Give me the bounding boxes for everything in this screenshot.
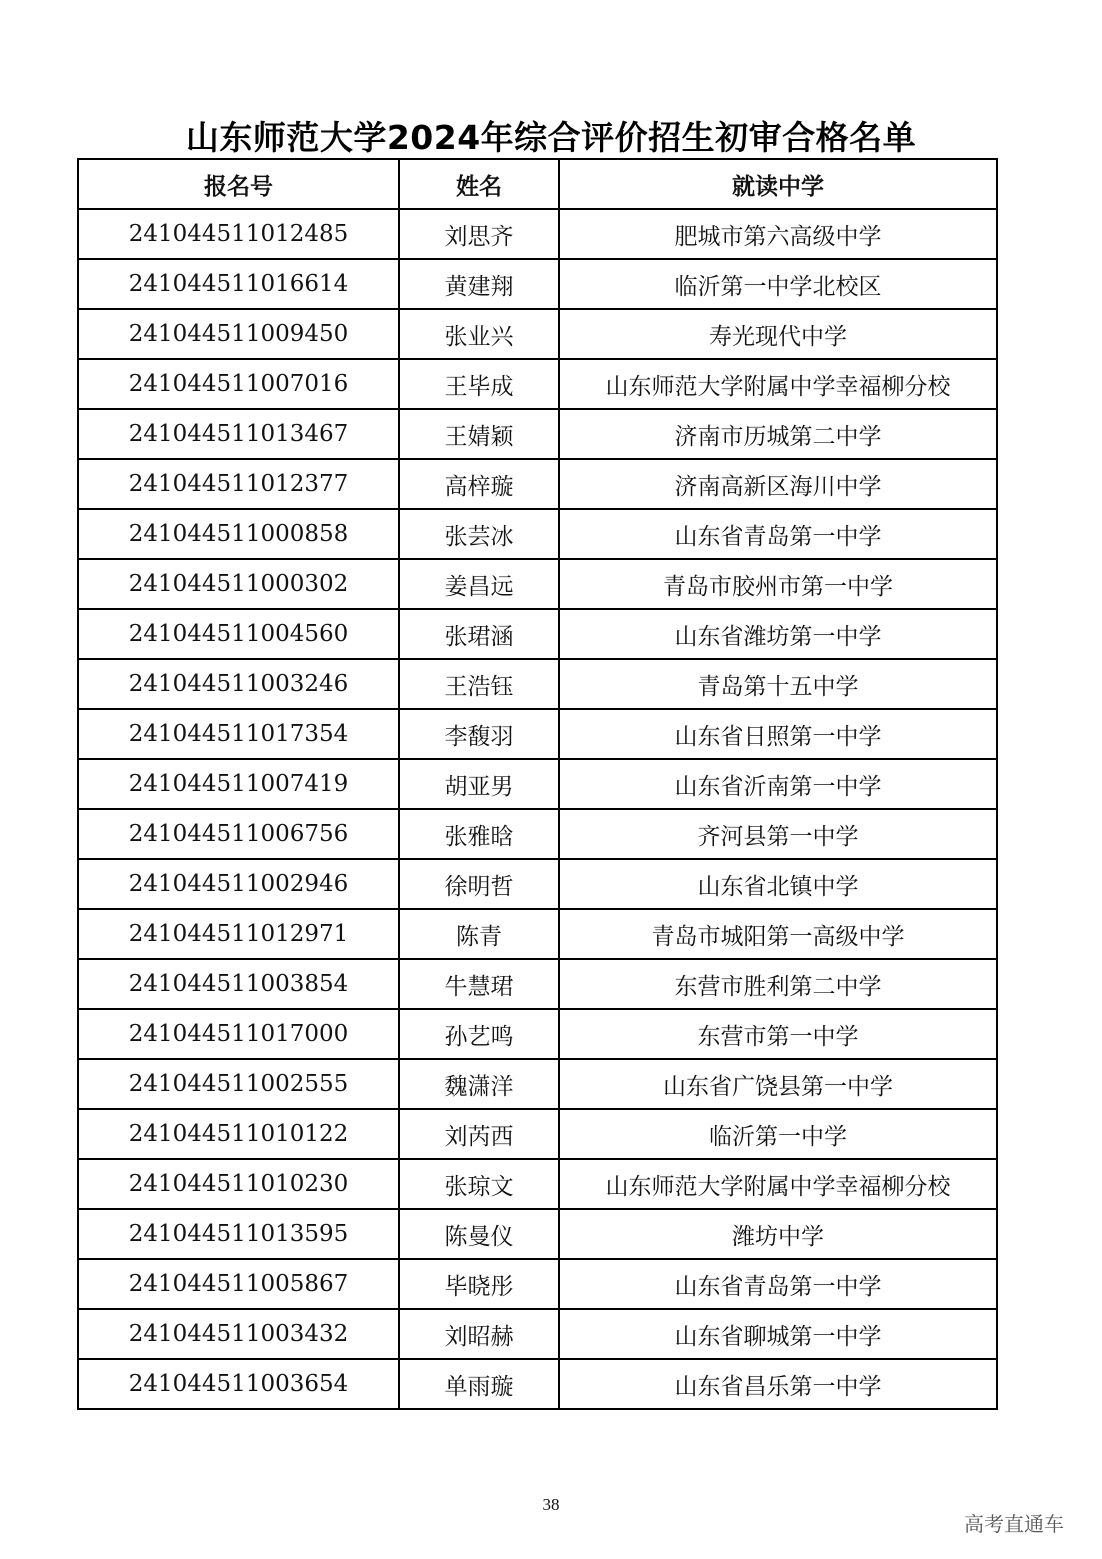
registration-number-cell: 241044511016614 [78,259,399,309]
registration-number-cell: 241044511012971 [78,909,399,959]
school-cell: 山东省青岛第一中学 [559,1259,997,1309]
student-name-cell: 魏潇洋 [399,1059,559,1109]
student-name-cell: 姜昌远 [399,559,559,609]
table-row [78,1359,997,1409]
registration-number-cell: 241044511010230 [78,1159,399,1209]
table-row [78,459,997,509]
document-title: 山东师范大学2024年综合评价招生初审合格名单 [185,118,917,157]
student-name-cell: 张业兴 [399,309,559,359]
registration-number-cell: 241044511013595 [78,1209,399,1259]
registration-number-cell: 241044511005867 [78,1259,399,1309]
table-row [78,309,997,359]
school-cell: 山东师范大学附属中学幸福柳分校 [559,1159,997,1209]
student-name-cell: 张雅晗 [399,809,559,859]
table-row [78,1309,997,1359]
school-cell: 济南市历城第二中学 [559,409,997,459]
table-row [78,859,997,909]
table-row [78,1159,997,1209]
student-name-cell: 徐明哲 [399,859,559,909]
registration-number-cell: 241044511013467 [78,409,399,459]
school-cell: 山东省青岛第一中学 [559,509,997,559]
student-name-cell: 王浩钰 [399,659,559,709]
student-name-cell: 孙艺鸣 [399,1009,559,1059]
table-row [78,1259,997,1309]
registration-number-cell: 241044511000302 [78,559,399,609]
school-cell: 青岛市城阳第一高级中学 [559,909,997,959]
registration-number-cell: 241044511003854 [78,959,399,1009]
table-row [78,609,997,659]
table-row [78,1059,997,1109]
registration-number-cell: 241044511007016 [78,359,399,409]
registration-number-cell: 241044511007419 [78,759,399,809]
header-school: 就读中学 [559,159,997,209]
table-body [78,209,997,1409]
table-row [78,709,997,759]
table-row [78,359,997,409]
student-name-cell: 李馥羽 [399,709,559,759]
student-name-cell: 刘思齐 [399,209,559,259]
registration-number-cell: 241044511004560 [78,609,399,659]
school-cell: 山东省日照第一中学 [559,709,997,759]
school-cell: 山东省潍坊第一中学 [559,609,997,659]
student-name-cell: 王毕成 [399,359,559,409]
registration-number-cell: 241044511002555 [78,1059,399,1109]
table-row [78,659,997,709]
school-cell: 东营市第一中学 [559,1009,997,1059]
table-row [78,959,997,1009]
school-cell: 东营市胜利第二中学 [559,959,997,1009]
registration-number-cell: 241044511010122 [78,1109,399,1159]
school-cell: 临沂第一中学 [559,1109,997,1159]
student-name-cell: 毕晓彤 [399,1259,559,1309]
student-name-cell: 陈青 [399,909,559,959]
registration-number-cell: 241044511017000 [78,1009,399,1059]
student-name-cell: 刘芮西 [399,1109,559,1159]
registration-number-cell: 241044511003246 [78,659,399,709]
school-cell: 济南高新区海川中学 [559,459,997,509]
school-cell: 山东省沂南第一中学 [559,759,997,809]
school-cell: 肥城市第六高级中学 [559,209,997,259]
table-row [78,259,997,309]
registration-number-cell: 241044511009450 [78,309,399,359]
header-registration-number: 报名号 [78,159,399,209]
admission-list-table [77,158,998,1410]
table-row [78,559,997,609]
school-cell: 山东省北镇中学 [559,859,997,909]
school-cell: 山东省昌乐第一中学 [559,1359,997,1409]
watermark: 高考直通车 [964,1512,1064,1536]
table-row [78,409,997,459]
student-name-cell: 单雨璇 [399,1359,559,1409]
student-name-cell: 黄建翔 [399,259,559,309]
header-name: 姓名 [399,159,559,209]
table-row [78,1009,997,1059]
table-row [78,1209,997,1259]
student-name-cell: 刘昭赫 [399,1309,559,1359]
registration-number-cell: 241044511003654 [78,1359,399,1409]
registration-number-cell: 241044511000858 [78,509,399,559]
school-cell: 潍坊中学 [559,1209,997,1259]
student-name-cell: 胡亚男 [399,759,559,809]
school-cell: 齐河县第一中学 [559,809,997,859]
registration-number-cell: 241044511002946 [78,859,399,909]
registration-number-cell: 241044511017354 [78,709,399,759]
school-cell: 寿光现代中学 [559,309,997,359]
school-cell: 临沂第一中学北校区 [559,259,997,309]
student-name-cell: 高梓璇 [399,459,559,509]
table-header-row [78,159,997,209]
student-name-cell: 王婧颖 [399,409,559,459]
school-cell: 山东省聊城第一中学 [559,1309,997,1359]
page-number: 38 [542,1495,560,1514]
registration-number-cell: 241044511003432 [78,1309,399,1359]
student-name-cell: 陈曼仪 [399,1209,559,1259]
student-name-cell: 张琼文 [399,1159,559,1209]
table-row [78,909,997,959]
student-name-cell: 张芸冰 [399,509,559,559]
registration-number-cell: 241044511006756 [78,809,399,859]
school-cell: 青岛市胶州市第一中学 [559,559,997,609]
school-cell: 山东省广饶县第一中学 [559,1059,997,1109]
table-row [78,209,997,259]
table-row [78,1109,997,1159]
table-row [78,809,997,859]
table-row [78,759,997,809]
registration-number-cell: 241044511012485 [78,209,399,259]
school-cell: 青岛第十五中学 [559,659,997,709]
table-row [78,509,997,559]
school-cell: 山东师范大学附属中学幸福柳分校 [559,359,997,409]
registration-number-cell: 241044511012377 [78,459,399,509]
student-name-cell: 张珺涵 [399,609,559,659]
student-name-cell: 牛慧珺 [399,959,559,1009]
